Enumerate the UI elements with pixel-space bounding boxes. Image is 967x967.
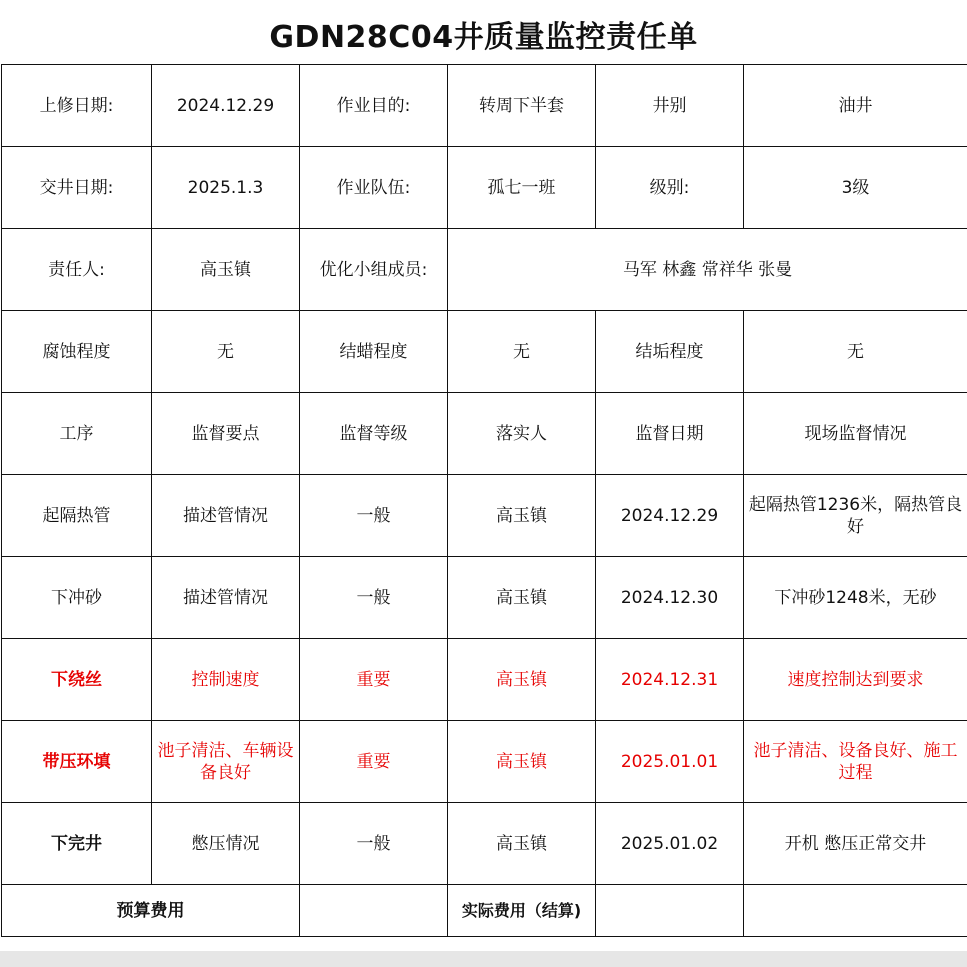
point-cell: 池子清洁、车辆设备良好 (152, 721, 300, 803)
corrosion-label: 腐蚀程度 (2, 311, 152, 393)
table-row (2, 229, 967, 311)
grade-cell: 重要 (300, 639, 448, 721)
repair-date-value: 2024.12.29 (152, 65, 300, 147)
footer-row (2, 885, 967, 937)
column-header: 现场监督情况 (744, 393, 967, 475)
person-cell: 高玉镇 (448, 721, 596, 803)
table-row (2, 147, 967, 229)
column-header: 落实人 (448, 393, 596, 475)
process-cell: 下完井 (2, 803, 152, 885)
level-value: 3级 (744, 147, 967, 229)
table-row (2, 65, 967, 147)
person-cell: 高玉镇 (448, 475, 596, 557)
column-header: 监督等级 (300, 393, 448, 475)
person-cell: 高玉镇 (448, 557, 596, 639)
bottom-scroll-bar[interactable] (0, 951, 967, 967)
scale-value: 无 (744, 311, 967, 393)
column-header: 监督要点 (152, 393, 300, 475)
handover-date-label: 交井日期: (2, 147, 152, 229)
column-header: 监督日期 (596, 393, 744, 475)
purpose-label: 作业目的: (300, 65, 448, 147)
level-label: 级别: (596, 147, 744, 229)
handover-date-value: 2025.1.3 (152, 147, 300, 229)
well-type-value: 油井 (744, 65, 967, 147)
date-cell: 2024.12.30 (596, 557, 744, 639)
team-label: 作业队伍: (300, 147, 448, 229)
well-type-label: 井别 (596, 65, 744, 147)
person-cell: 高玉镇 (448, 639, 596, 721)
table-row (2, 803, 967, 885)
process-cell: 带压环填 (2, 721, 152, 803)
actual-cost-value (596, 885, 744, 937)
wax-label: 结蜡程度 (300, 311, 448, 393)
date-cell: 2024.12.29 (596, 475, 744, 557)
grade-cell: 一般 (300, 803, 448, 885)
status-cell: 池子清洁、设备良好、施工过程 (744, 721, 967, 803)
responsible-value: 高玉镇 (152, 229, 300, 311)
status-cell: 起隔热管1236米，隔热管良好 (744, 475, 967, 557)
table-row (2, 311, 967, 393)
date-cell: 2025.01.01 (596, 721, 744, 803)
person-cell: 高玉镇 (448, 803, 596, 885)
quality-responsibility-table (1, 64, 967, 937)
members-value: 马军 林鑫 常祥华 张曼 (448, 229, 967, 311)
purpose-value: 转周下半套 (448, 65, 596, 147)
wax-value: 无 (448, 311, 596, 393)
status-cell: 速度控制达到要求 (744, 639, 967, 721)
point-cell: 憋压情况 (152, 803, 300, 885)
table-row (2, 475, 967, 557)
actual-cost-label: 实际费用（结算) (448, 885, 596, 937)
corrosion-value: 无 (152, 311, 300, 393)
status-cell: 下冲砂1248米，无砂 (744, 557, 967, 639)
process-cell: 下冲砂 (2, 557, 152, 639)
footer-empty-cell (744, 885, 967, 937)
process-cell: 起隔热管 (2, 475, 152, 557)
table-row (2, 721, 967, 803)
responsible-label: 责任人: (2, 229, 152, 311)
budget-value (300, 885, 448, 937)
scale-label: 结垢程度 (596, 311, 744, 393)
point-cell: 控制速度 (152, 639, 300, 721)
budget-label: 预算费用 (2, 885, 300, 937)
point-cell: 描述管情况 (152, 557, 300, 639)
table-row (2, 639, 967, 721)
date-cell: 2025.01.02 (596, 803, 744, 885)
members-label: 优化小组成员: (300, 229, 448, 311)
point-cell: 描述管情况 (152, 475, 300, 557)
repair-date-label: 上修日期: (2, 65, 152, 147)
grade-cell: 一般 (300, 475, 448, 557)
page-title: GDN28C04井质量监控责任单 (269, 20, 698, 55)
column-header: 工序 (2, 393, 152, 475)
status-cell: 开机 憋压正常交井 (744, 803, 967, 885)
date-cell: 2024.12.31 (596, 639, 744, 721)
team-value: 孤七一班 (448, 147, 596, 229)
header-row (2, 393, 967, 475)
process-cell: 下绕丝 (2, 639, 152, 721)
grade-cell: 一般 (300, 557, 448, 639)
table-row (2, 557, 967, 639)
grade-cell: 重要 (300, 721, 448, 803)
